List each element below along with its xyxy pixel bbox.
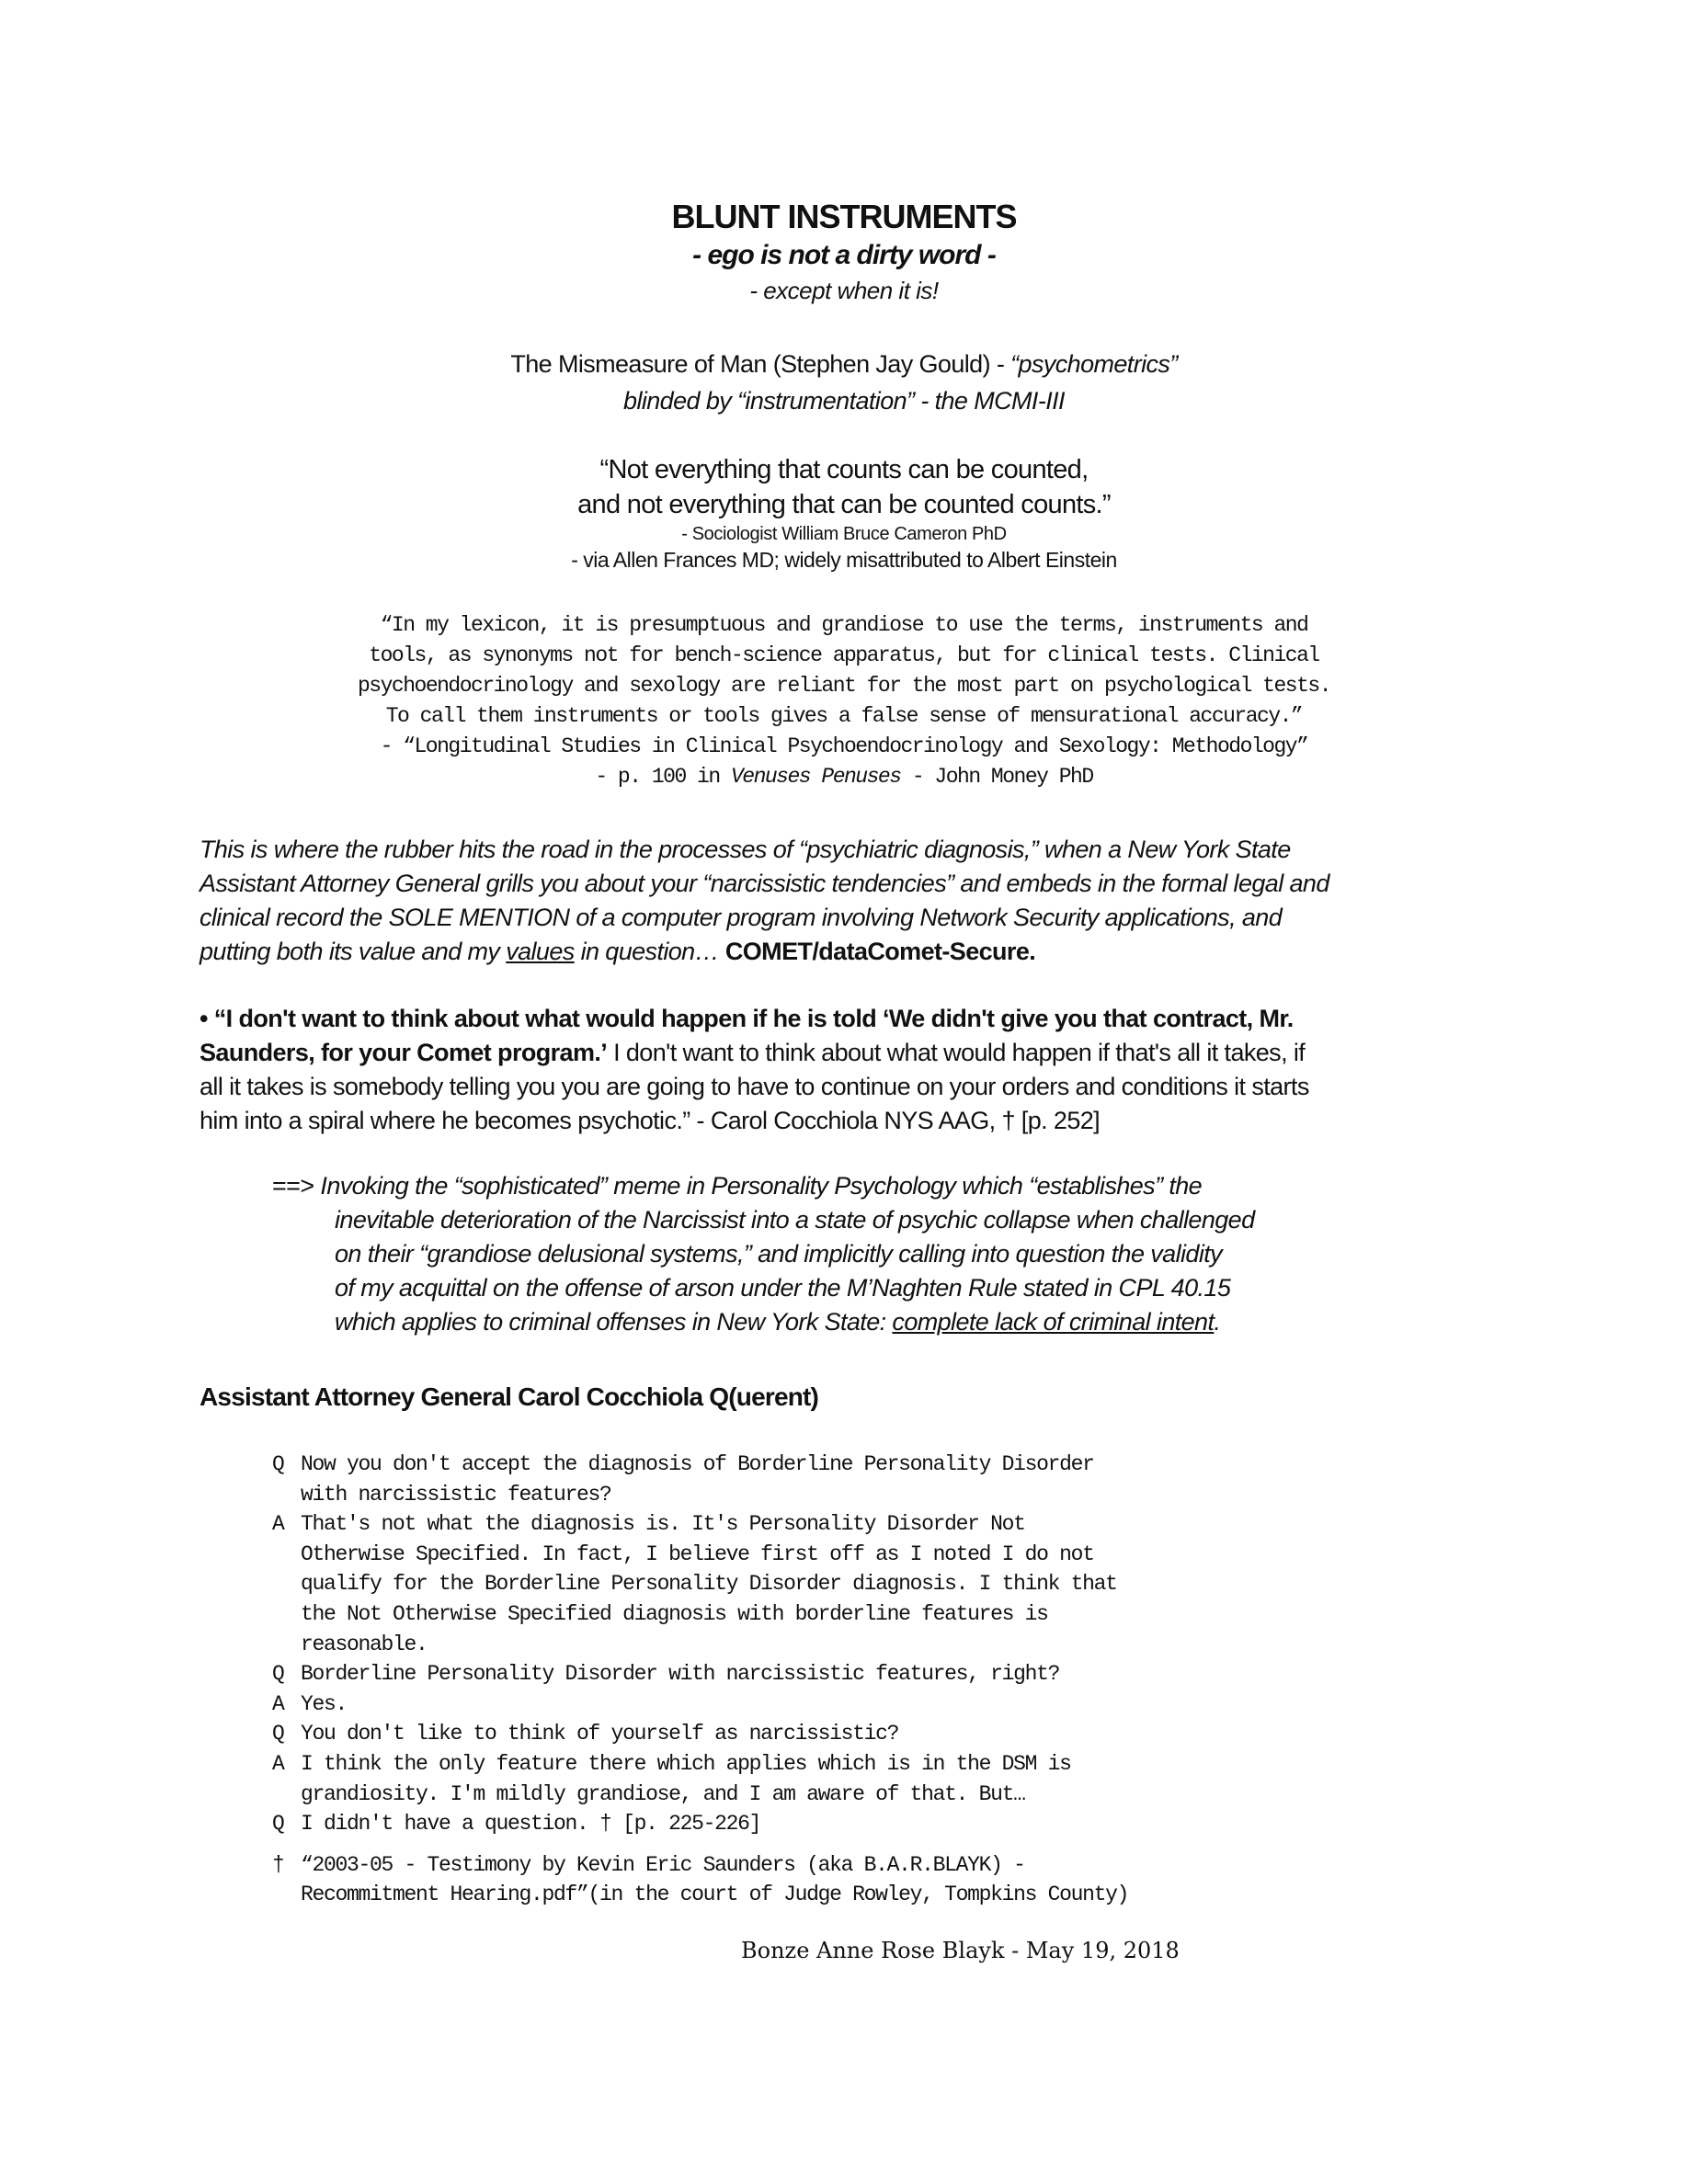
transcript-text: You don't like to think of yourself as narcissistic? [301, 1722, 899, 1746]
arrow-icon: ==> [272, 1172, 314, 1200]
transcript-text: Otherwise Specified. In fact, I believe first off as I noted I do not [301, 1541, 1094, 1566]
money-source-book: Venuses Penuses [730, 765, 901, 789]
money-quote-line: psychoendocrinology and sexology are reliant for the most part on psychological tests. [358, 674, 1330, 698]
transcript-text: Borderline Personality Disorder with narcissistic features, right? [301, 1662, 1060, 1687]
transcript-line [272, 1719, 1467, 1749]
speaker-label: A [272, 1751, 284, 1776]
money-quote-line: “In my lexicon, it is presumptuous and grandiose to use the terms, instruments and [380, 613, 1308, 637]
footnote-indent [272, 1880, 301, 1910]
transcript-line [272, 1659, 1467, 1689]
gould-reference-line1 [0, 346, 1688, 382]
gould-psychometrics-term: “psychometrics” [1010, 350, 1178, 378]
cameron-quote-line1: “Not everything that counts can be counted, [599, 455, 1089, 484]
bullet-quote-line: all it takes is somebody telling you you are going to have to continue on your orders and conditions it starts [200, 1073, 1309, 1100]
author-signature: Bonze Anne Rose Blayk - May 19, 2018 [741, 1937, 1180, 1963]
bullet-quote-line [200, 1036, 1505, 1070]
intro-paragraph [200, 833, 1505, 969]
transcript-line [272, 1689, 1467, 1720]
intro-line [200, 935, 1505, 969]
transcript-line [272, 1480, 1467, 1510]
bullet-quote-line: him into a spiral where he becomes psychotic.” - Carol Cocchiola NYS AAG, † [p. 252] [200, 1107, 1101, 1134]
transcript-text: with narcissistic features? [301, 1482, 611, 1507]
transcript-text: Now you don't accept the diagnosis of Borderline Personality Disorder [301, 1452, 1094, 1476]
speaker-label: Q [272, 1812, 284, 1837]
transcript-line [272, 1599, 1467, 1630]
transcript-line [272, 1809, 1467, 1839]
transcript-line [272, 1780, 1467, 1810]
invoking-line: on their “grandiose delusional systems,” and implicitly calling into question the validity [335, 1240, 1223, 1268]
speaker-indent [272, 1569, 301, 1599]
bullet-quote-text: I don't want to think about what would happen if that's all it takes, if [607, 1039, 1306, 1066]
intro-line: Assistant Attorney General grills you about your “narcissistic tendencies” and embeds in the formal legal and [200, 870, 1329, 897]
transcript-text: reasonable. [301, 1632, 428, 1656]
invoking-text: Invoking the “sophisticated” meme in Personality Psychology which “establishes” the [314, 1172, 1203, 1200]
intro-text: putting both its value and my [200, 938, 507, 965]
document-title: BLUNT INSTRUMENTS [671, 198, 1017, 235]
speaker-indent [272, 1630, 301, 1660]
invoking-line: of my acquittal on the offense of arson under the M’Naghten Rule stated in CPL 40.15 [335, 1274, 1231, 1302]
speaker-label: Q [272, 1662, 284, 1687]
transcript-text: I didn't have a question. † [p. 225-226] [301, 1812, 761, 1837]
money-quote-line: To call them instruments or tools gives a false sense of mensurational accuracy.” [385, 704, 1303, 728]
speaker-label: A [272, 1691, 284, 1716]
invoking-line [272, 1305, 1467, 1339]
money-quote-line: tools, as synonyms not for bench-science apparatus, but for clinical tests. Clinical [369, 643, 1319, 667]
criminal-intent-underlined: complete lack of criminal intent [892, 1308, 1215, 1336]
transcript-text: Yes. [301, 1691, 348, 1716]
transcript-line [272, 1749, 1467, 1780]
gould-reference-line2: blinded by “instrumentation” - the MCMI-III [623, 387, 1065, 415]
transcript-line [272, 1569, 1467, 1599]
invoking-text: . [1214, 1308, 1221, 1336]
footnote-text: “2003-05 - Testimony by Kevin Eric Saunders (aka B.A.R.BLAYK) - [301, 1852, 1025, 1877]
comet-program-name: COMET/dataComet-Secure. [724, 938, 1036, 965]
money-quote-source [154, 762, 1534, 792]
section-heading: Assistant Attorney General Carol Cocchiola Q(uerent) [200, 1382, 819, 1411]
gould-book-citation: The Mismeasure of Man (Stephen Jay Gould) - [510, 350, 1011, 378]
bullet-quote [200, 1002, 1505, 1138]
money-quote-block [154, 610, 1534, 792]
transcript-text: That's not what the diagnosis is. It's Personality Disorder Not [301, 1512, 1025, 1537]
transcript-line [272, 1509, 1467, 1540]
source-footnote [272, 1850, 1467, 1910]
testimony-transcript [272, 1450, 1467, 1839]
speaker-indent [272, 1480, 301, 1510]
speaker-label: Q [272, 1722, 284, 1746]
invoking-line: inevitable deterioration of the Narcissist into a state of psychic collapse when challenged [335, 1206, 1255, 1234]
invoking-text: which applies to criminal offenses in New York State: [335, 1308, 893, 1336]
speaker-indent [272, 1540, 301, 1570]
footnote-line [272, 1850, 1467, 1881]
dagger-icon: † [272, 1852, 284, 1877]
money-source-author: - John Money PhD [900, 765, 1093, 789]
cameron-attribution: - Sociologist William Bruce Cameron PhD [681, 524, 1007, 544]
invoking-commentary [272, 1169, 1467, 1339]
cameron-attribution-note: - via Allen Frances MD; widely misattributed to Albert Einstein [571, 548, 1117, 572]
speaker-indent [272, 1599, 301, 1630]
invoking-line [272, 1169, 1467, 1203]
transcript-line [272, 1450, 1467, 1480]
transcript-text: qualify for the Borderline Personality Disorder diagnosis. I think that [301, 1572, 1117, 1597]
speaker-label: A [272, 1512, 284, 1537]
bullet-quote-bold: • “I don't want to think about what would happen if he is told ‘We didn't give you that contract, Mr. [200, 1005, 1294, 1032]
document-subtitle: - ego is not a dirty word - [692, 240, 996, 270]
transcript-line [272, 1540, 1467, 1570]
transcript-text: grandiosity. I'm mildly grandiose, and I am aware of that. But… [301, 1781, 1025, 1806]
cameron-quote-line2: and not everything that can be counted counts.” [577, 490, 1111, 519]
document-tagline: - except when it is! [749, 277, 939, 304]
money-quote-line: - “Longitudinal Studies in Clinical Psychoendocrinology and Sexology: Methodology” [380, 734, 1308, 758]
intro-underlined-values: values [506, 938, 575, 965]
intro-line: clinical record the SOLE MENTION of a computer program involving Network Security applications, and [200, 904, 1283, 931]
footnote-text: Recommitment Hearing.pdf”(in the court of Judge Rowley, Tompkins County) [301, 1883, 1129, 1907]
intro-line: This is where the rubber hits the road in the processes of “psychiatric diagnosis,” when a New York State [200, 836, 1291, 863]
transcript-text: I think the only feature there which applies which is in the DSM is [301, 1751, 1071, 1776]
intro-text: in question… [574, 938, 725, 965]
transcript-text: the Not Otherwise Specified diagnosis with borderline features is [301, 1601, 1048, 1626]
bullet-quote-bold: Saunders, for your Comet program.’ [200, 1039, 608, 1066]
bullet-quote-line [200, 1002, 1505, 1036]
money-source-prefix: - p. 100 in [595, 765, 731, 789]
footnote-line [272, 1880, 1467, 1910]
speaker-label: Q [272, 1452, 284, 1476]
transcript-line [272, 1630, 1467, 1660]
speaker-indent [272, 1780, 301, 1810]
